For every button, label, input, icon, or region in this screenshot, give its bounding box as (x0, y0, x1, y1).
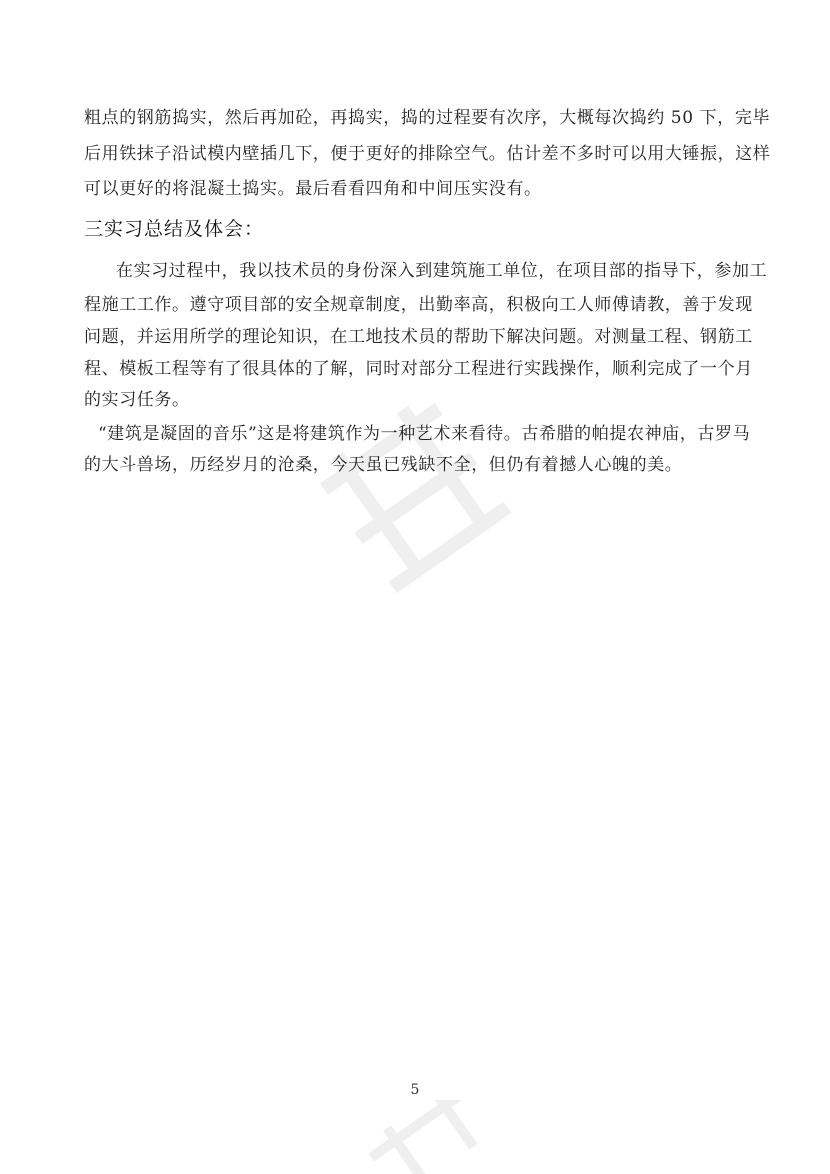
paragraph-1-line-3: 可以更好的将混凝土捣实。最后看看四角和中间压实没有。 (84, 179, 542, 199)
paragraph-1-line-2: 后用铁抹子沿试模内壁插几下，便于更好的排除空气。估计差不多时可以用大锤振，这样 (84, 144, 771, 164)
paragraph-1-line-1: 粗点的钢筋捣实，然后再加砼，再捣实，捣的过程要有次序，大概每次捣约 50 下，完毕 (84, 108, 771, 128)
paragraph-2-line-1: 在实习过程中，我以技术员的身份深入到建筑施工单位，在项目部的指导下，参加工 (116, 261, 768, 281)
paragraph-2-line-5: 的实习任务。 (84, 390, 190, 410)
paragraph-2-line-2: 程施工工作。遵守项目部的安全规章制度，出勤率高，积极向工人师傅请教，善于发现 (84, 295, 753, 315)
paragraph-3-line-2: 的大斗兽场，历经岁月的沧桑，今天虽已残缺不全，但仍有着撼人心魄的美。 (84, 455, 683, 475)
paragraph-2-line-4: 程、模板工程等有了很具体的了解，同时对部分工程进行实践操作，顺利完成了一个月 (84, 359, 753, 379)
paragraph-3-line-1: “建筑是凝固的音乐”这是将建筑作为一种艺术来看待。古希腊的帕提农神庙，古罗马 (98, 424, 751, 444)
paragraph-2-line-3: 问题，并运用所学的理论知识，在工地技术员的帮助下解决问题。对测量工程、钢筋工 (84, 327, 753, 347)
watermark-seal (280, 360, 540, 620)
watermark-seal-bottom (330, 1100, 530, 1174)
section-heading: 三实习总结及体会： (84, 218, 265, 240)
page-number: 5 (410, 1082, 420, 1098)
